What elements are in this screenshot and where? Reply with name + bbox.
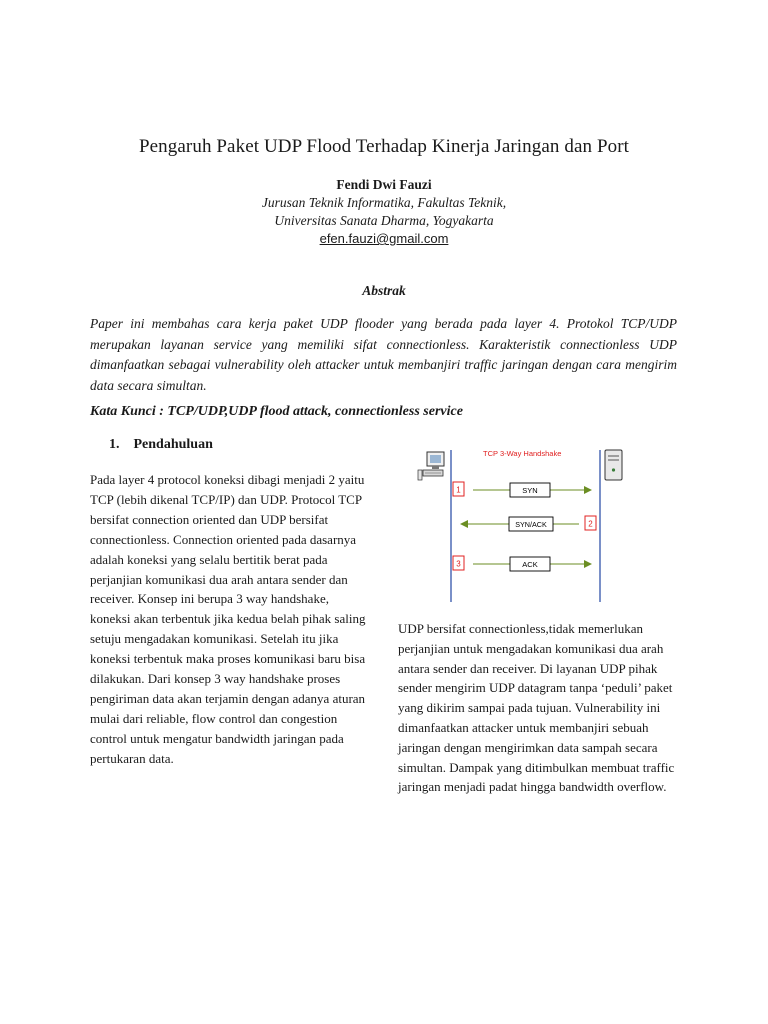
step-1-label: SYN — [522, 486, 538, 495]
author-affiliation-line1: Jurusan Teknik Informatika, Fakultas Teknik, — [261, 195, 507, 210]
diagram-title: TCP 3-Way Handshake — [483, 449, 562, 458]
right-column-paragraph: UDP bersifat connectionless,tidak memerlukan perjanjian untuk mengadakan komunikasi dua arah antara sender dan receiver. Di layanan UDP pihak sender mengirim UDP datagram tanpa ‘peduli’ paket yang dikirim sampai pada tujuan. Vulnerability ini dimanfaatkan attacker untuk membanjiri sebuah jaringan dengan mengirimkan data sampah secara simultan. Dampak yang ditimbulkan membuat traffic jaringan menjadi padat hingga bandwidth overflow. — [398, 621, 675, 795]
left-column-paragraph: Pada layer 4 protocol koneksi dibagi menjadi 2 yaitu TCP (lebih dikenal TCP/IP) dan UDP. Protocol TCP bersifat connection oriented dan UDP bersifat connectionless. Connection oriented pada dasarnya adalah koneksi yang selalu bertitik berat pada perjanjian komunikasi dua arah antara sender dan receiver. Konsep ini berupa 3 way handshake, koneksi akan terbentuk jika kedua belah pihak saling setuju mengadakan komunikasi. Setelah itu jika koneksi terbentuk maka proses komunikasi baru bisa dilakukan. Dari konsep 3 way handshake proses pengiriman data akan terjamin dengan adanya aturan mulai dari reliable, flow control dan congestion control untuk mengatur bandwidth jaringan pada pertukaran data. — [90, 472, 366, 766]
server-tower-icon — [605, 450, 622, 480]
section-heading — [109, 437, 213, 453]
section-title: Pendahuluan — [133, 437, 213, 452]
author-affiliation-line2: Universitas Sanata Dharma, Yogyakarta — [274, 213, 494, 228]
right-column — [398, 619, 683, 797]
step-3-label: ACK — [522, 560, 538, 569]
paper-title: Pengaruh Paket UDP Flood Terhadap Kinerja Jaringan dan Port — [138, 136, 630, 157]
author-name: Fendi Dwi Fauzi — [336, 177, 432, 192]
abstract-body: Paper ini membahas cara kerja paket UDP flooder yang berada pada layer 4. Protokol TCP/UDP merupakan layanan service yang memiliki sifat connectionless. Karakteristik connectionless UDP dimanfaatkan sebagai vulnerability oleh attacker untuk membanjiri traffic jaringan dengan cara mengirim data secara simultan. — [90, 316, 677, 393]
left-column — [90, 470, 372, 769]
keywords: Kata Kunci : TCP/UDP,UDP flood attack, connectionless service — [90, 404, 463, 419]
step-1-number: 1 — [456, 485, 461, 495]
tcp-handshake-diagram — [415, 440, 637, 602]
step-2-label: SYN/ACK — [515, 520, 547, 529]
author-email-link[interactable]: efen.fauzi@gmail.com — [319, 231, 449, 246]
step-2-number: 2 — [588, 519, 593, 529]
step-3-number: 3 — [456, 559, 461, 569]
author-block — [0, 176, 768, 248]
computer-icon — [418, 452, 444, 480]
section-number: 1. — [109, 437, 120, 452]
abstract-heading: Abstrak — [362, 283, 406, 298]
